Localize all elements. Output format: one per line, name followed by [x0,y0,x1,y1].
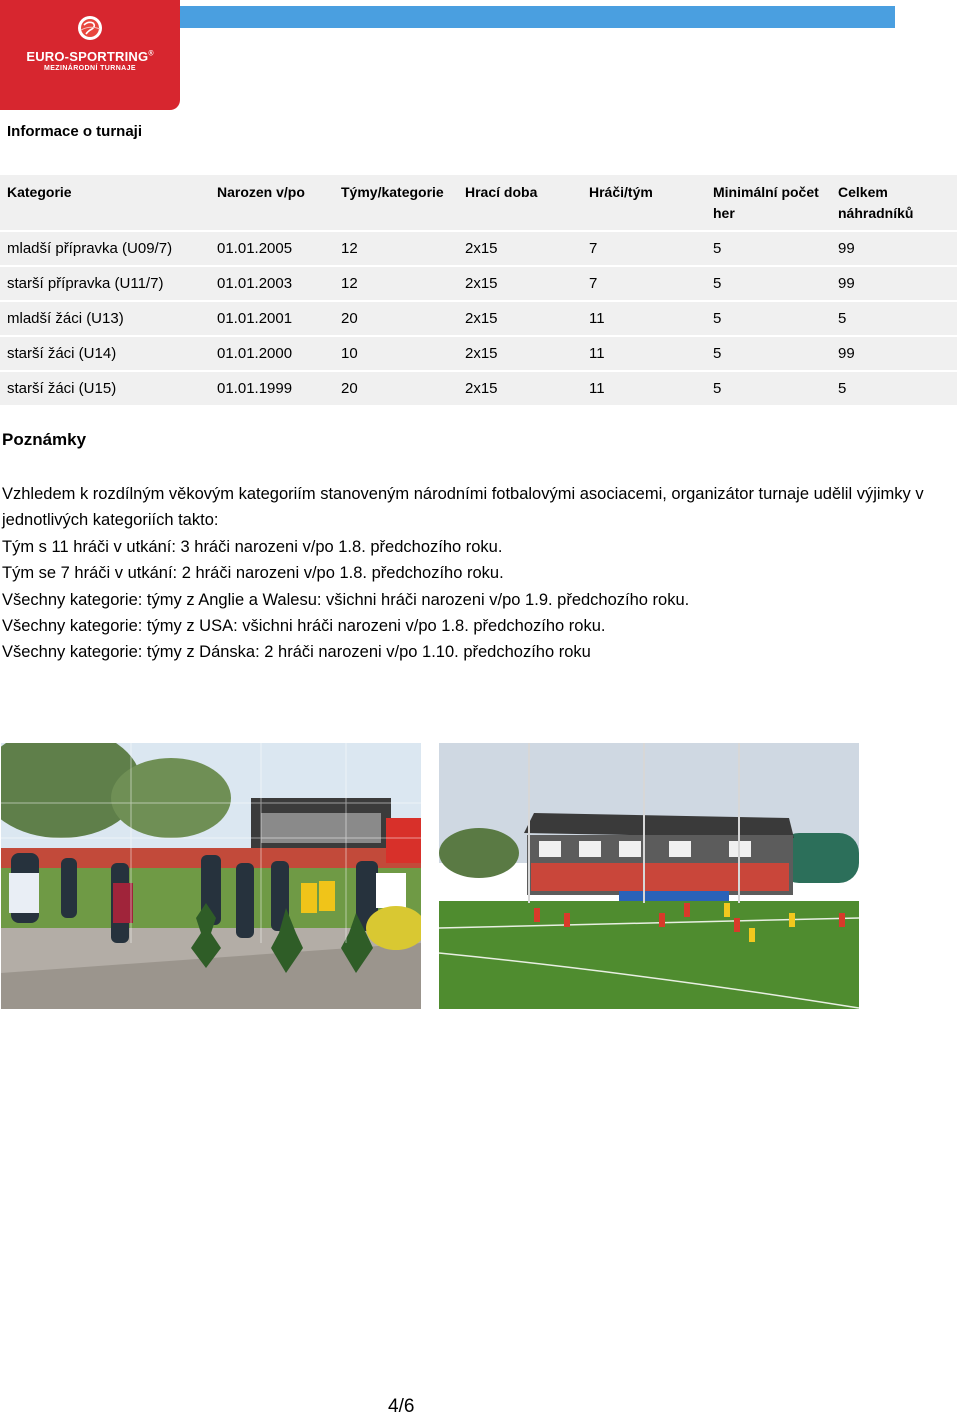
table-cell: starší přípravka (U11/7) [0,267,210,300]
table-cell: 01.01.2000 [210,337,334,370]
col-header-min-games: Minimální počet her [706,175,831,230]
table-cell: 01.01.2001 [210,302,334,335]
logo-subtitle: MEZINÁRODNÍ TURNAJE [44,65,136,72]
table-row [0,267,957,300]
notes-line: Všechny kategorie: týmy z Dánska: 2 hráči narozeni v/po 1.10. předchozího roku [2,643,591,662]
notes-line: Tým s 11 hráči v utkání: 3 hráči narozeni v/po 1.8. předchozího roku. [2,537,503,556]
col-header-substitutes: Celkem náhradníků [831,175,957,230]
table-cell: 2x15 [458,232,582,265]
table-cell: 99 [831,267,957,300]
table-cell: 11 [582,302,706,335]
col-header-born: Narozen v/po [210,175,334,230]
table-row [0,302,957,335]
table-cell: 2x15 [458,302,582,335]
euro-sportring-logo [0,0,180,110]
table-cell: 01.01.2005 [210,232,334,265]
table-header-row [0,175,957,230]
table-cell: starší žáci (U15) [0,372,210,405]
table-cell: 20 [334,372,458,405]
table-cell: 12 [334,267,458,300]
table-cell: 5 [706,337,831,370]
table-cell: 5 [706,372,831,405]
col-header-players: Hráči/tým [582,175,706,230]
notes-line: Všechny kategorie: týmy z USA: všichni hráči narozeni v/po 1.8. předchozího roku. [2,617,606,636]
photo-match [439,743,859,1009]
table-cell: 20 [334,302,458,335]
notes-line: Všechny kategorie: týmy z Anglie a Walesu: všichni hráči narozeni v/po 1.9. předchozího roku. [2,590,690,609]
table-cell: 11 [582,337,706,370]
table-cell: 7 [582,267,706,300]
table-cell: 99 [831,232,957,265]
table-cell: 01.01.1999 [210,372,334,405]
table-row [0,337,957,370]
globe-icon [76,14,104,42]
table-cell: 7 [582,232,706,265]
col-header-category: Kategorie [0,175,210,230]
notes-text [2,481,932,666]
table-cell: mladší žáci (U13) [0,302,210,335]
notes-line: Vzhledem k rozdílným věkovým kategoriím stanoveným národními fotbalovými asociacemi, organizátor turnaje udělil výjimky v jednotlivých kategoriích takto: [2,485,924,530]
table-cell: 01.01.2003 [210,267,334,300]
table-cell: 2x15 [458,372,582,405]
tournament-info-table [0,173,957,407]
page-number: 4/6 [388,1396,415,1417]
table-cell: 10 [334,337,458,370]
table-cell: 5 [706,302,831,335]
section-title: Informace o turnaji [7,123,143,140]
table-cell: 12 [334,232,458,265]
col-header-duration: Hrací doba [458,175,582,230]
table-row [0,232,957,265]
col-header-teams: Týmy/kategorie [334,175,458,230]
table-cell: 5 [831,302,957,335]
header-bar [180,6,895,28]
table-cell: 5 [706,232,831,265]
table-cell: mladší přípravka (U09/7) [0,232,210,265]
table-cell: 5 [706,267,831,300]
notes-line: Tým se 7 hráči v utkání: 2 hráči narozeni v/po 1.8. předchozího roku. [2,564,504,583]
notes-title: Poznámky [2,430,87,449]
table-cell: 2x15 [458,337,582,370]
table-cell: 2x15 [458,267,582,300]
table-cell: starší žáci (U14) [0,337,210,370]
table-cell: 5 [831,372,957,405]
table-cell: 99 [831,337,957,370]
logo-title: EURO-SPORTRING® [26,49,154,64]
table-cell: 11 [582,372,706,405]
table-row [0,372,957,405]
photo-crowd [1,743,421,1009]
